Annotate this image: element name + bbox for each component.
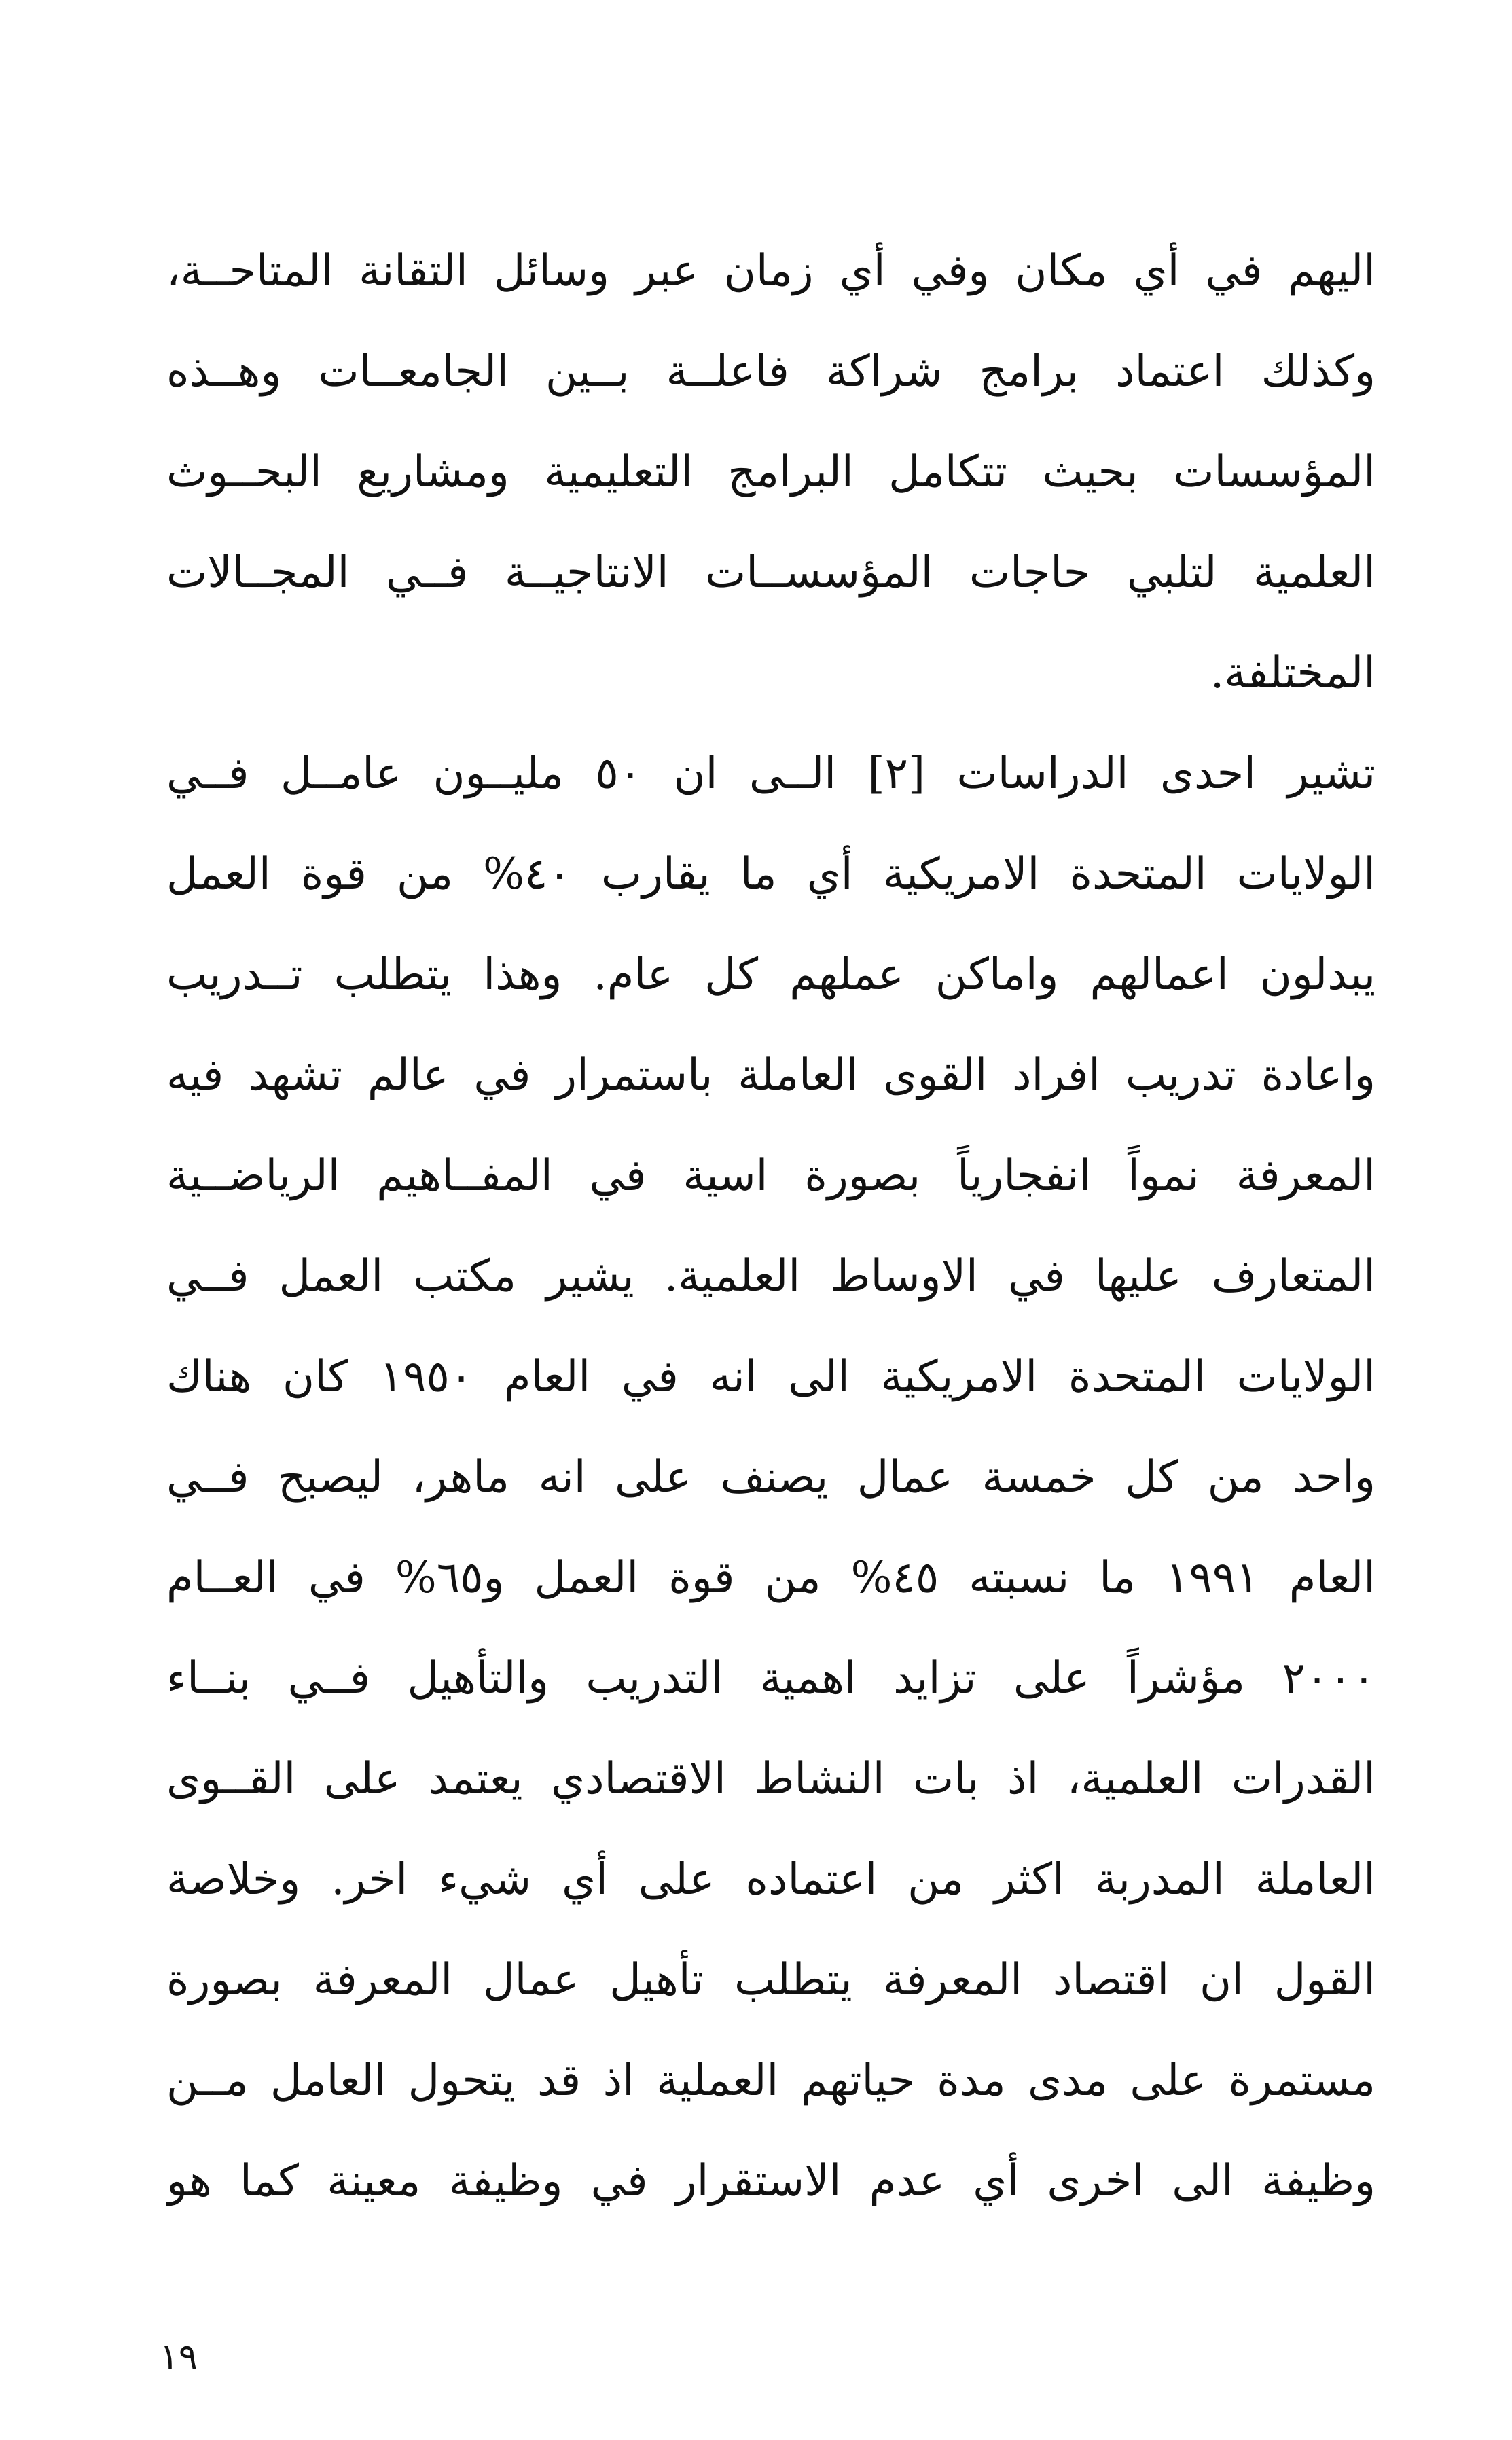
text-line: القول ان اقتصاد المعرفة يتطلب تأهيل عمال المعرفة بصورة [166,1955,1375,2005]
text-line: المؤسسات بحيث تتكامل البرامج التعليمية ومشاريع البحــوث [166,447,1375,497]
text-line: واحد من كل خمسة عمال يصنف على انه ماهر، ليصبح فــي [166,1452,1375,1503]
text-line: يبدلون اعمالهم واماكن عملهم كل عام. وهذا يتطلب تــدريب [166,950,1375,1000]
text-line: ٢٠٠٠ مؤشراً على تزايد اهمية التدريب والتأهيل فــي بنــاء [166,1653,1375,1704]
text-line: المعرفة نمواً انفجارياً بصورة اسية في المفــاهيم الرياضــية [166,1151,1375,1201]
text-line: القدرات العلمية، اذ بات النشاط الاقتصادي يعتمد على القــوى [166,1754,1375,1804]
paragraph-1 [166,221,1375,723]
text-line: تشير احدى الدراسات [٢] الــى ان ٥٠ مليــون عامــل فــي [166,749,1375,799]
text-line: وكذلك اعتماد برامج شراكة فاعلــة بــين الجامعــات وهــذه [166,346,1375,397]
text-line: وظيفة الى اخرى أي عدم الاستقرار في وظيفة معينة كما هو [166,2156,1375,2206]
page-number: ١٩ [160,2337,198,2378]
body-text [166,221,1375,2231]
paragraph-2 [166,723,1375,2231]
text-line: المختلفة. [1210,648,1375,698]
text-line: واعادة تدريب افراد القوى العاملة باستمرار في عالم تشهد فيه [166,1050,1375,1100]
text-line: اليهم في أي مكان وفي أي زمان عبر وسائل التقانة المتاحــة، [166,246,1375,296]
text-line: المتعارف عليها في الاوساط العلمية. يشير مكتب العمل فــي [166,1251,1375,1302]
text-line: الولايات المتحدة الامريكية الى انه في العام ١٩٥٠ كان هناك [166,1352,1375,1402]
text-line: العاملة المدربة اكثر من اعتماده على أي شيء اخر. وخلاصة [166,1854,1375,1905]
text-line: مستمرة على مدى مدة حياتهم العملية اذ قد يتحول العامل مــن [166,2056,1375,2106]
text-line: العلمية لتلبي حاجات المؤسســات الانتاجيــة فــي المجــالات [166,548,1375,598]
text-line: الولايات المتحدة الامريكية أي ما يقارب ٤٠% من قوة العمل [166,849,1375,899]
text-line: العام ١٩٩١ ما نسبته ٤٥% من قوة العمل و٦٥% في العــام [166,1553,1375,1603]
